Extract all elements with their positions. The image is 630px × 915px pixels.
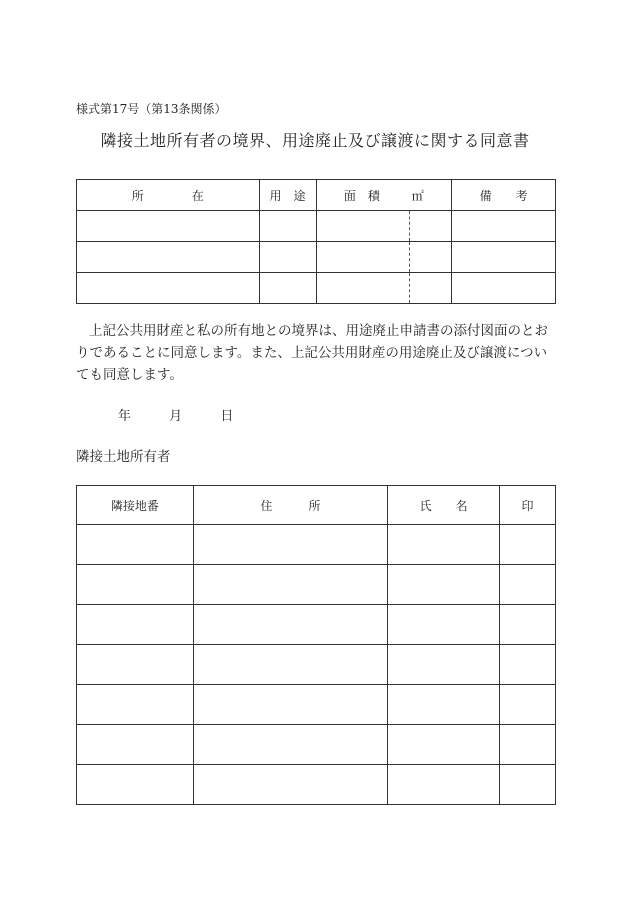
cell-address[interactable]	[193, 605, 388, 645]
document-title: 隣接土地所有者の境界、用途廃止及び譲渡に関する同意書	[100, 131, 530, 150]
date-day: 日	[220, 409, 234, 424]
cell-address[interactable]	[193, 685, 388, 725]
cell-area-decimal[interactable]	[410, 273, 452, 304]
cell-use[interactable]	[259, 273, 316, 304]
cell-location[interactable]	[77, 211, 260, 242]
cell-seal[interactable]	[500, 565, 556, 605]
table-row	[77, 525, 556, 565]
cell-remarks[interactable]	[452, 273, 556, 304]
owners-table-header	[77, 486, 556, 525]
cell-address[interactable]	[193, 525, 388, 565]
table-row	[77, 645, 556, 685]
header-location: 所 在	[77, 180, 260, 211]
cell-area-integer[interactable]	[316, 242, 410, 273]
cell-location[interactable]	[77, 242, 260, 273]
cell-name[interactable]	[388, 645, 500, 685]
table-row	[77, 605, 556, 645]
form-number: 様式第17号（第13条関係）	[76, 102, 227, 116]
consent-paragraph: 上記公共用財産と私の所有地との境界は、用途廃止申請書の添付図面のとおりであることに同意します。また、上記公共用財産の用途廃止及び譲渡についても同意します。	[76, 323, 548, 383]
cell-seal[interactable]	[500, 765, 556, 805]
date-month: 月	[169, 409, 183, 424]
cell-remarks[interactable]	[452, 211, 556, 242]
table-row	[77, 765, 556, 805]
cell-name[interactable]	[388, 525, 500, 565]
cell-use[interactable]	[259, 242, 316, 273]
header-area-unit: ㎡	[411, 188, 424, 203]
cell-seal[interactable]	[500, 525, 556, 565]
property-table	[76, 179, 556, 304]
cell-seal[interactable]	[500, 645, 556, 685]
date-year: 年	[118, 409, 132, 424]
owners-table	[76, 485, 556, 805]
table-row	[77, 242, 556, 273]
cell-name[interactable]	[388, 725, 500, 765]
header-address: 住 所	[193, 486, 388, 525]
cell-lot-number[interactable]	[77, 765, 194, 805]
neighbors-label: 隣接土地所有者	[76, 449, 171, 465]
cell-use[interactable]	[259, 211, 316, 242]
cell-name[interactable]	[388, 605, 500, 645]
cell-area-decimal[interactable]	[410, 242, 452, 273]
header-area	[316, 180, 452, 211]
property-table-header	[77, 180, 556, 211]
cell-area-integer[interactable]	[316, 211, 410, 242]
cell-remarks[interactable]	[452, 242, 556, 273]
cell-area-integer[interactable]	[316, 273, 410, 304]
cell-address[interactable]	[193, 645, 388, 685]
table-row	[77, 273, 556, 304]
cell-lot-number[interactable]	[77, 685, 194, 725]
cell-seal[interactable]	[500, 605, 556, 645]
cell-address[interactable]	[193, 765, 388, 805]
table-row	[77, 685, 556, 725]
header-remarks: 備 考	[452, 180, 556, 211]
table-row	[77, 211, 556, 242]
cell-lot-number[interactable]	[77, 565, 194, 605]
cell-seal[interactable]	[500, 725, 556, 765]
cell-lot-number[interactable]	[77, 525, 194, 565]
cell-area-decimal[interactable]	[410, 211, 452, 242]
cell-seal[interactable]	[500, 685, 556, 725]
cell-lot-number[interactable]	[77, 605, 194, 645]
cell-address[interactable]	[193, 725, 388, 765]
cell-lot-number[interactable]	[77, 645, 194, 685]
table-row	[77, 725, 556, 765]
cell-location[interactable]	[77, 273, 260, 304]
date-line	[118, 405, 267, 424]
cell-name[interactable]	[388, 565, 500, 605]
header-lot-number: 隣接地番	[77, 486, 194, 525]
table-row	[77, 565, 556, 605]
header-seal: 印	[500, 486, 556, 525]
header-name: 氏 名	[388, 486, 500, 525]
header-use: 用 途	[259, 180, 316, 211]
cell-name[interactable]	[388, 685, 500, 725]
header-area-label: 面 積	[343, 188, 380, 203]
cell-lot-number[interactable]	[77, 725, 194, 765]
cell-name[interactable]	[388, 765, 500, 805]
cell-address[interactable]	[193, 565, 388, 605]
